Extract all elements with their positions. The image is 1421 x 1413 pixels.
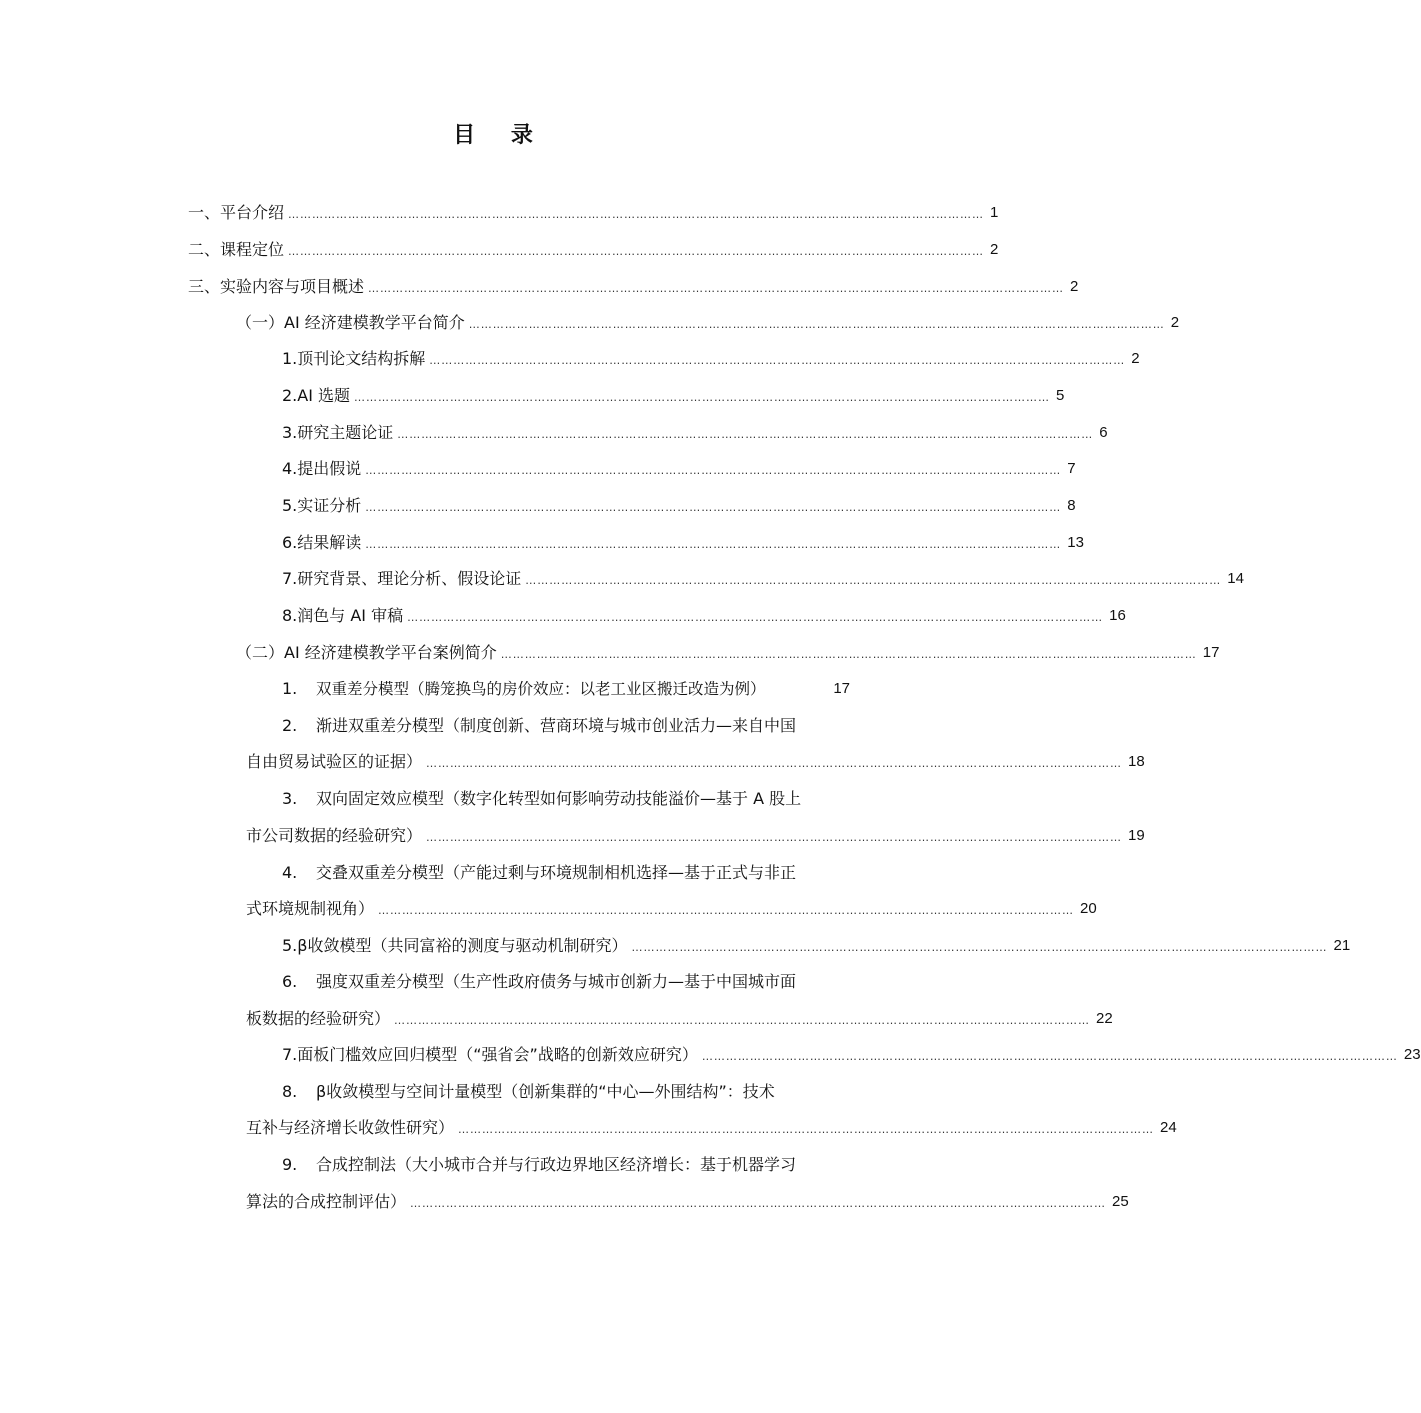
toc-entry-title: 提出假说 [297,459,362,478]
toc-entry-number: （一） [236,313,285,332]
toc-entry-page: 17 [833,680,850,697]
leader-dots: ………………………………………………………………………………………………………………………………………………………… [426,757,1123,770]
leader-dots: ………………………………………………………………………………………………………………………………………………………… [468,318,1165,331]
toc-entry-line2[interactable] [246,825,1145,847]
toc-entry-number: 4. [282,863,298,882]
leader-dots: ………………………………………………………………………………………………………………………………………………………… [701,1050,1398,1063]
toc-entry-title-cont: 算法的合成控制评估） [246,1192,407,1211]
toc-entry-number: 2. [282,716,298,735]
toc-entry-page: 6 [1099,424,1108,441]
toc-title: 目 录 [453,123,547,148]
toc-entry-page: 5 [1056,387,1065,404]
leader-dots: ………………………………………………………………………………………………………………………………………………………… [368,282,1065,295]
toc-entry-page: 8 [1067,497,1076,514]
toc-entry-title-cont: 市公司数据的经验研究） [246,826,423,845]
toc-entry-number: 一、 [188,203,221,222]
toc-entry-line2[interactable] [246,1117,1177,1139]
toc-entry[interactable] [282,1044,1421,1066]
toc-entry-title: AI 经济建模教学平台简介 [284,313,465,332]
toc-entry-title: 结果解读 [297,533,362,552]
toc-entry-title: 研究主题论证 [297,423,394,442]
toc-entry-title: 双向固定效应模型（数字化转型如何影响劳动技能溢价—基于 A 股上 [316,789,802,808]
leader-dots: ………………………………………………………………………………………………………………………………………………………… [397,428,1094,441]
toc-entry-number: 7. [282,1045,298,1064]
toc-entry-page: 16 [1109,607,1126,624]
toc-entry[interactable] [188,239,999,261]
toc-entry-page: 14 [1227,570,1244,587]
toc-entry-title: 交叠双重差分模型（产能过剩与环境规制相机选择—基于正式与非正 [316,863,797,882]
toc-entry-line1[interactable] [282,788,801,810]
toc-entry-page: 23 [1403,1046,1421,1063]
toc-entry-number: 3. [282,789,298,808]
toc-entry-page: 20 [1080,900,1097,917]
toc-entry-line1[interactable] [282,971,796,993]
leader-dots: ………………………………………………………………………………………………………………………………………………………… [500,648,1197,661]
toc-entry-title: AI 经济建模教学平台案例简介 [284,643,497,662]
toc-entry-page: 21 [1333,937,1351,954]
toc-entry-line1[interactable] [282,862,796,884]
leader-dots: ………………………………………………………………………………………………………………………………………………………… [525,574,1222,587]
toc-entry-line1[interactable] [282,715,796,737]
toc-entry-line1[interactable] [282,1154,796,1176]
toc-entry-line2[interactable] [246,898,1097,920]
toc-entry[interactable] [282,568,1244,590]
toc-entry[interactable] [282,495,1076,517]
toc-entry-title-cont: 板数据的经验研究） [246,1009,391,1028]
toc-entry-title: β收敛模型（共同富裕的测度与驱动机制研究） [297,936,628,955]
leader-dots: ………………………………………………………………………………………………………………………………………………………… [631,941,1328,954]
toc-entry-title: 合成控制法（大小城市合并与行政边界地区经济增长：基于机器学习 [316,1155,797,1174]
toc-entry-title: 研究背景、理论分析、假设论证 [297,569,522,588]
toc-entry-title-cont: 互补与经济增长收敛性研究） [246,1118,455,1137]
toc-entry-title: 课程定位 [220,240,285,259]
leader-dots: ………………………………………………………………………………………………………………………………………………………… [365,538,1062,551]
leader-dots: ………………………………………………………………………………………………………………………………………………………… [458,1123,1155,1136]
leader-dots: ………………………………………………………………………………………………………………………………………………………… [288,245,985,258]
toc-entry-number: （二） [236,643,285,662]
toc-entry-page: 24 [1160,1119,1177,1136]
toc-entry-page: 17 [1202,644,1220,661]
toc-entry-number: 2. [282,386,298,405]
toc-entry-number: 6. [282,533,298,552]
toc-entry-number: 三、 [188,277,221,296]
leader-dots: ………………………………………………………………………………………………………………………………………………………… [365,501,1062,514]
toc-entry-line2[interactable] [246,751,1145,773]
toc-entry-page: 2 [990,241,999,258]
toc-entry-page: 13 [1067,534,1084,551]
toc-entry-number: 6. [282,972,298,991]
toc-entry-title-cont: 式环境规制视角） [246,899,375,918]
toc-entry-number: 1. [282,349,298,368]
toc-entry-number: 9. [282,1155,298,1174]
leader-dots: ………………………………………………………………………………………………………………………………………………………… [426,831,1123,844]
toc-entry-page: 7 [1067,460,1076,477]
leader-dots: ………………………………………………………………………………………………………………………………………………………… [288,208,985,221]
toc-entry[interactable] [282,935,1351,957]
toc-entry[interactable] [188,276,1079,298]
toc-entry-page: 2 [1070,278,1079,295]
toc-entry-page: 2 [1170,314,1180,331]
toc-entry-title: 面板门槛效应回归模型（“强省会”战略的创新效应研究） [297,1045,698,1064]
toc-entry-page: 18 [1128,753,1145,770]
toc-entry-title: β收敛模型与空间计量模型（创新集群的“中心—外围结构”：技术 [316,1082,775,1101]
leader-dots: ………………………………………………………………………………………………………………………………………………………… [378,904,1075,917]
toc-entry-page: 2 [1131,350,1140,367]
toc-entry-number: 4. [282,459,298,478]
toc-entry-page: 22 [1096,1010,1113,1027]
toc-entry-title: 顶刊论文结构拆解 [297,349,426,368]
toc-entry-page: 25 [1112,1193,1129,1210]
toc-entry[interactable] [282,422,1108,444]
toc-entry-number: 二、 [188,240,221,259]
toc-entry-number: 5. [282,496,298,515]
toc-entry-number: 5. [282,936,298,955]
toc-entry-number: 8. [282,1082,298,1101]
toc-entry-title: 实证分析 [297,496,362,515]
leader-dots: ………………………………………………………………………………………………………………………………………………………… [394,1014,1091,1027]
toc-entry[interactable] [282,605,1126,627]
toc-entry-page: 1 [990,204,999,221]
toc-entry-number: 3. [282,423,298,442]
toc-entry[interactable] [282,678,850,700]
toc-entry[interactable] [282,385,1065,407]
toc-entry[interactable] [188,202,999,224]
toc-entry[interactable] [236,642,1220,664]
toc-entry-line2[interactable] [246,1008,1113,1030]
toc-entry-title: 强度双重差分模型（生产性政府债务与城市创新力—基于中国城市面 [316,972,797,991]
toc-entry-number: 7. [282,569,298,588]
toc-entry[interactable] [282,458,1076,480]
toc-entry-page: 19 [1128,827,1145,844]
toc-entry[interactable] [282,348,1140,370]
toc-entry-number: 8. [282,606,298,625]
toc-entry-title: 实验内容与项目概述 [220,277,365,296]
toc-entry-title: 润色与 AI 审稿 [297,606,404,625]
toc-entry[interactable] [236,312,1180,334]
toc-entry-title: 渐进双重差分模型（制度创新、营商环境与城市创业活力—来自中国 [316,716,797,735]
toc-entry-title: AI 选题 [297,386,351,405]
toc-entry-number: 1. [282,679,298,698]
leader-dots: ………………………………………………………………………………………………………………………………………………………… [365,464,1062,477]
leader-dots: ………………………………………………………………………………………………………………………………………………………… [407,611,1104,624]
toc-entry-line1[interactable] [282,1081,775,1103]
leader-dots: ………………………………………………………………………………………………………………………………………………………… [410,1197,1107,1210]
toc-entry-title-cont: 自由贸易试验区的证据） [246,752,423,771]
toc-entry-line2[interactable] [246,1191,1129,1213]
leader-dots: ………………………………………………………………………………………………………………………………………………………… [429,354,1126,367]
toc-entry-title: 双重差分模型（腾笼换鸟的房价效应：以老工业区搬迁改造为例） [316,680,766,698]
toc-entry[interactable] [282,532,1084,554]
toc-entry-title: 平台介绍 [220,203,285,222]
leader-dots: ………………………………………………………………………………………………………………………………………………………… [354,391,1051,404]
